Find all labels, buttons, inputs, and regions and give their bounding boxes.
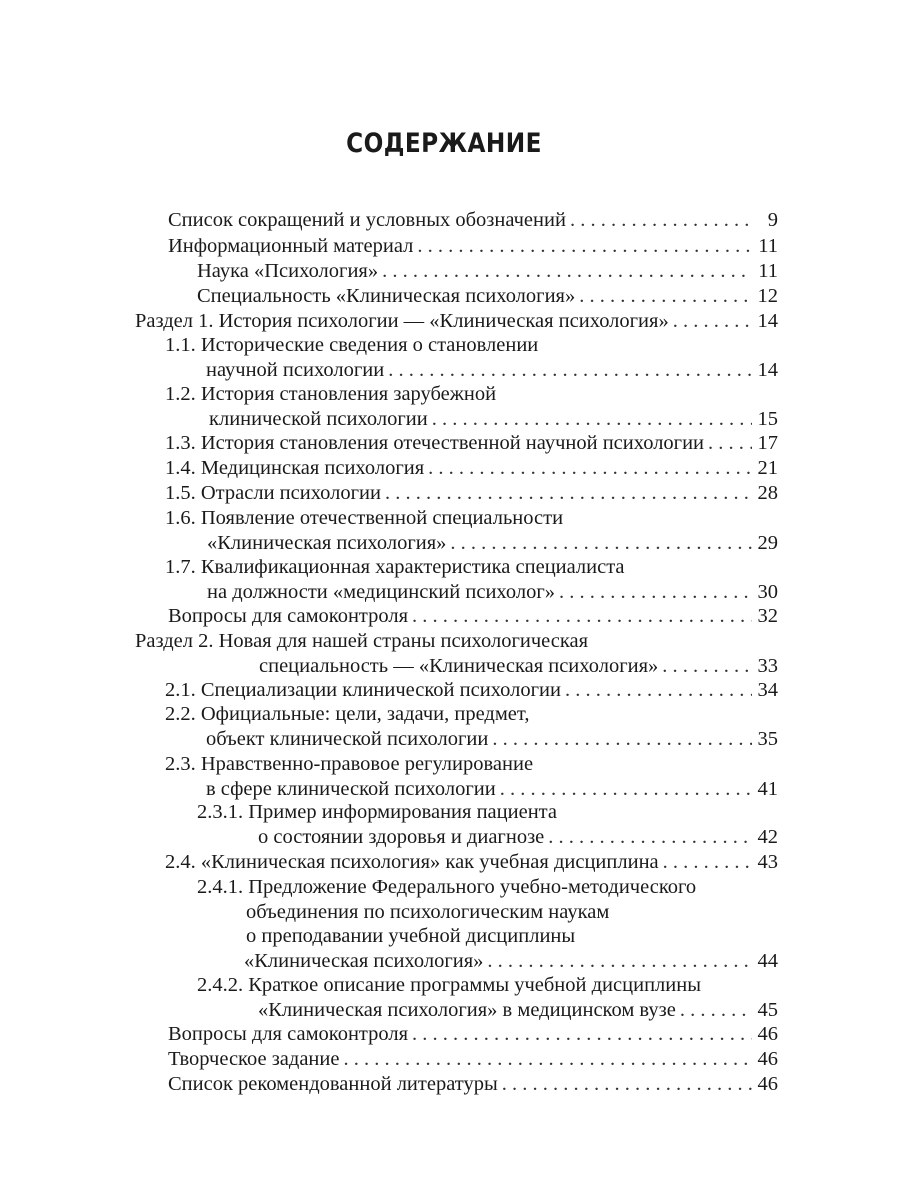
toc-entry[interactable]: [258, 998, 778, 1022]
toc-entry[interactable]: [165, 678, 778, 702]
toc-entry-title: объект клинической психологии: [206, 727, 489, 750]
toc-page-number: 46: [757, 1048, 778, 1070]
toc-entry-title: Список сокращений и условных обозначений: [168, 209, 566, 231]
toc-entry-title: Специальность «Клиническая психология»: [197, 285, 576, 307]
toc-entry-line: Раздел 2. Новая для нашей страны психологическая: [135, 630, 589, 652]
toc-entry[interactable]: [165, 850, 778, 874]
toc-entry-title: 2.4. «Клиническая психология» как учебная дисциплина: [165, 851, 659, 873]
toc-entry[interactable]: [206, 358, 778, 382]
toc-entry-title: специальность — «Клиническая психология»: [259, 654, 659, 677]
toc-entry-line: 2.4.2. Краткое описание программы учебной дисциплины: [197, 974, 701, 996]
dot-leader: [565, 678, 752, 702]
toc-entry-title: Вопросы для самоконтроля: [168, 605, 409, 627]
toc-entry-title: научной психологии: [206, 358, 385, 381]
dot-leader: [500, 777, 752, 801]
toc-entry-title: клинической психологии: [209, 407, 428, 430]
toc-entry[interactable]: [135, 309, 778, 333]
toc-page-number: 29: [757, 531, 778, 554]
dot-leader: [559, 580, 752, 604]
dot-leader: [570, 208, 754, 232]
dot-leader: [502, 1072, 752, 1096]
toc-entry[interactable]: [168, 234, 778, 258]
toc-page-number: 14: [757, 358, 778, 381]
toc-entry[interactable]: [207, 580, 778, 604]
toc-page-number: 11: [758, 260, 778, 282]
toc-entry-title: на должности «медицинский психолог»: [207, 580, 555, 603]
dot-leader: [428, 456, 751, 480]
toc-entry[interactable]: [209, 407, 778, 431]
toc-page-number: 14: [757, 310, 778, 332]
toc-page-number: 9: [767, 209, 778, 231]
toc-page-number: 45: [757, 998, 778, 1021]
toc-page-number: 35: [757, 727, 778, 750]
toc-entry[interactable]: [259, 654, 778, 678]
dot-leader: [417, 234, 752, 258]
dot-leader: [492, 727, 751, 751]
toc-page-number: 43: [757, 851, 778, 873]
toc-entry-title: Раздел 1. История психологии — «Клиническая психология»: [135, 310, 669, 332]
toc-entry[interactable]: [197, 284, 778, 308]
toc-page-number: 28: [757, 482, 778, 504]
dot-leader: [388, 358, 751, 382]
toc-entry-title: 1.3. История становления отечественной научной психологии: [165, 432, 705, 454]
dot-leader: [663, 850, 752, 874]
dot-leader: [579, 284, 751, 308]
toc-entry-title: Творческое задание: [168, 1048, 340, 1070]
toc-entry-title: «Клиническая психология»: [244, 949, 484, 972]
toc-entry[interactable]: [168, 208, 778, 232]
toc-page-number: 17: [757, 432, 778, 454]
toc-entry-line: о преподавании учебной дисциплины: [246, 925, 576, 948]
page-title: СОДЕРЖАНИЕ: [346, 128, 542, 159]
toc-entry[interactable]: [165, 481, 778, 505]
toc-entry[interactable]: [165, 456, 778, 480]
toc-entry-title: 1.4. Медицинская психология: [165, 457, 425, 479]
toc-entry-line: 2.4.1. Предложение Федерального учебно-методического: [197, 876, 697, 898]
toc-entry-title: «Клиническая психология»: [207, 531, 447, 554]
toc-entry-title: о состоянии здоровья и диагнозе: [258, 825, 545, 848]
toc-page-number: 33: [757, 654, 778, 677]
toc-page-number: 11: [758, 235, 778, 257]
dot-leader: [412, 604, 751, 628]
dot-leader: [548, 825, 751, 849]
toc-page-number: 42: [757, 825, 778, 848]
toc-entry-line: 1.7. Квалификационная характеристика специалиста: [165, 556, 625, 578]
toc-page-number: 12: [757, 285, 778, 307]
toc-entry-title: в сфере клинической психологии: [206, 777, 496, 800]
toc-entry-title: Список рекомендованной литературы: [168, 1073, 498, 1095]
toc-entry[interactable]: [258, 825, 778, 849]
toc-entry[interactable]: [206, 777, 778, 801]
toc-entry-line: 1.6. Появление отечественной специальности: [165, 507, 564, 529]
toc-page-number: 41: [757, 777, 778, 800]
toc-page-number: 15: [757, 407, 778, 430]
toc-entry[interactable]: [168, 1072, 778, 1096]
toc-entry[interactable]: [244, 949, 778, 973]
toc-entry-title: Вопросы для самоконтроля: [168, 1023, 409, 1045]
dot-leader: [680, 998, 752, 1022]
toc-entry[interactable]: [197, 259, 778, 283]
toc-entry[interactable]: [207, 531, 778, 555]
toc-entry-title: Информационный материал: [168, 235, 414, 257]
toc-page-number: 30: [757, 580, 778, 603]
dot-leader: [487, 949, 751, 973]
toc-entry[interactable]: [168, 1022, 778, 1046]
toc-entry-title: Наука «Психология»: [197, 260, 379, 282]
toc-entry-title: 1.5. Отрасли психологии: [165, 482, 381, 504]
toc-entry-line: 2.2. Официальные: цели, задачи, предмет,: [165, 703, 530, 725]
dot-leader: [450, 531, 751, 555]
toc-entry-title: 2.1. Специализации клинической психологии: [165, 679, 561, 701]
dot-leader: [662, 654, 751, 678]
toc-entry[interactable]: [206, 727, 778, 751]
toc-entry-line: 2.3.1. Пример информирования пациента: [197, 801, 557, 823]
toc-page-number: 32: [757, 605, 778, 627]
toc-entry[interactable]: [168, 604, 778, 628]
dot-leader: [343, 1047, 751, 1071]
dot-leader: [382, 259, 752, 283]
dot-leader: [432, 407, 752, 431]
toc-page-number: 46: [757, 1073, 778, 1095]
toc-entry-line: 2.3. Нравственно-правовое регулирование: [165, 753, 534, 775]
toc-entry-line: объединения по психологическим наукам: [246, 900, 610, 923]
dot-leader: [385, 481, 752, 505]
toc-entry-title: «Клиническая психология» в медицинском вузе: [258, 998, 676, 1021]
toc-page-number: 46: [757, 1023, 778, 1045]
dot-leader: [412, 1022, 751, 1046]
toc-entry-line: 1.2. История становления зарубежной: [165, 383, 497, 405]
toc-entry-line: 1.1. Исторические сведения о становлении: [165, 334, 539, 356]
dot-leader: [673, 309, 752, 333]
toc-page-number: 21: [757, 457, 778, 479]
toc-entry[interactable]: [168, 1047, 778, 1071]
toc-entry[interactable]: [165, 431, 778, 455]
toc-page-number: 44: [757, 949, 778, 972]
dot-leader: [708, 431, 751, 455]
toc-page-number: 34: [757, 679, 778, 701]
